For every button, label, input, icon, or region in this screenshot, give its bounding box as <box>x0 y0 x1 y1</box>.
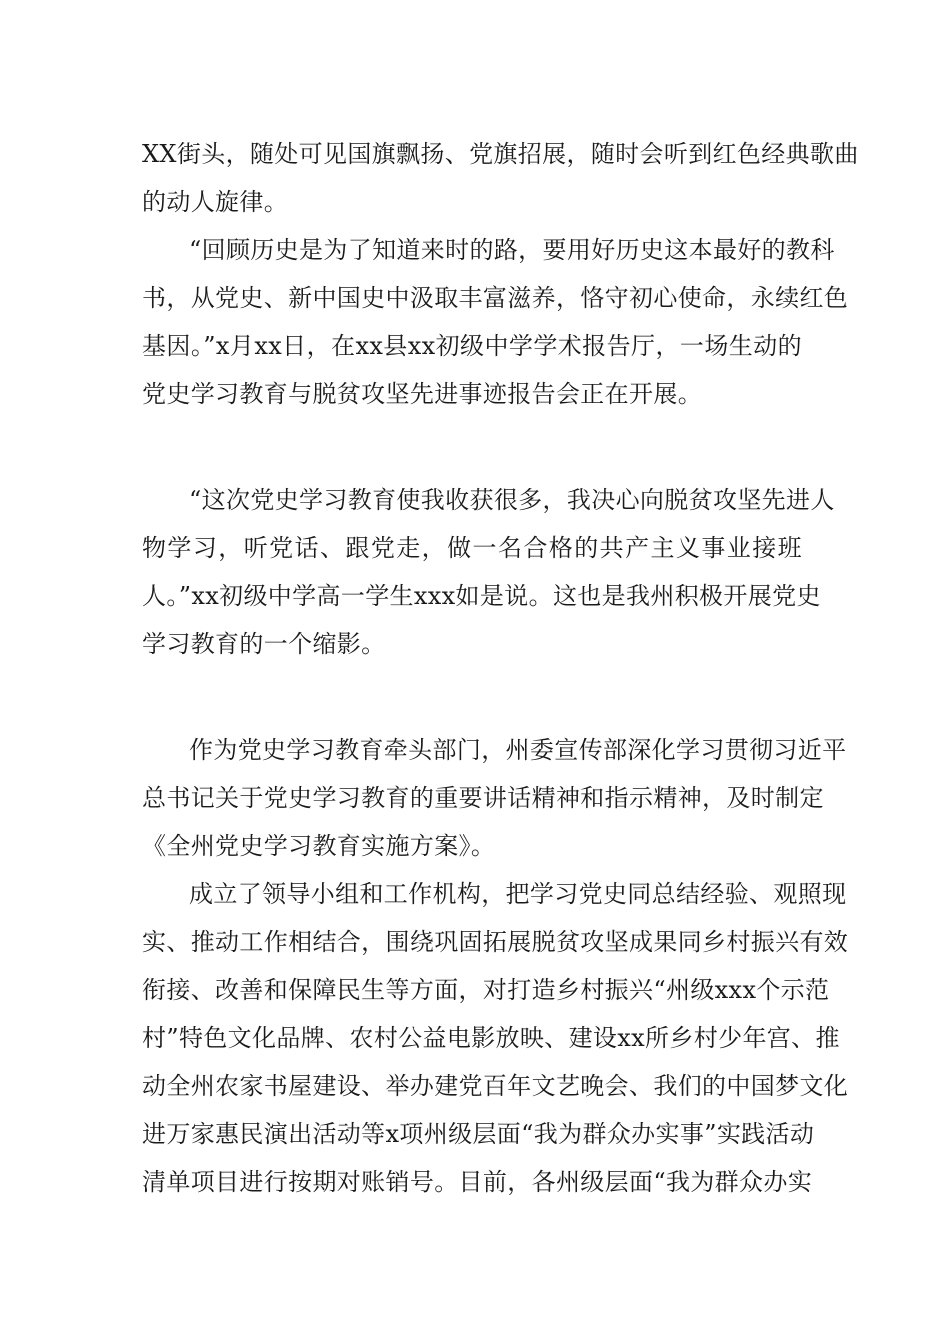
paragraph-3-line-2: 物学习，听党话、跟党走，做一名合格的共产主义事业接班 <box>142 534 802 562</box>
paragraph-4-line-1: 作为党史学习教育牵头部门，州委宣传部深化学习贯彻习近平 <box>189 736 847 764</box>
paragraph-1-line-1: XX街头，随处可见国旗飘扬、党旗招展，随时会听到红色经典歌曲 <box>142 140 859 168</box>
paragraph-4-line-2: 总书记关于党史学习教育的重要讲话精神和指示精神，及时制定 <box>142 784 824 812</box>
paragraph-5-line-5: 动全州农家书屋建设、举办建党百年文艺晚会、我们的中国梦文化 <box>142 1072 849 1100</box>
paragraph-3-line-3: 人。”xx初级中学高一学生xxx如是说。这也是我州积极开展党史 <box>142 582 821 610</box>
paragraph-5-line-2: 实、推动工作相结合，围绕巩固拓展脱贫攻坚成果同乡村振兴有效 <box>142 928 849 956</box>
paragraph-5-line-4: 村”特色文化品牌、农村公益电影放映、建设xx所乡村少年宫、推 <box>142 1024 840 1052</box>
paragraph-4-line-3: 《全州党史学习教育实施方案》。 <box>142 832 496 860</box>
paragraph-3-line-1: “这次党史学习教育使我收获很多，我决心向脱贫攻坚先进人 <box>189 486 835 514</box>
paragraph-5-line-7: 清单项目进行按期对账销号。目前，各州级层面“我为群众办实 <box>142 1168 813 1196</box>
paragraph-2-line-2: 书，从党史、新中国史中汲取丰富滋养，恪守初心使命，永续红色 <box>142 284 849 312</box>
paragraph-1-line-2: 的动人旋律。 <box>142 188 289 216</box>
paragraph-5-line-6: 进万家惠民演出活动等x项州级层面“我为群众办实事”实践活动 <box>142 1120 815 1148</box>
paragraph-5-line-1: 成立了领导小组和工作机构，把学习党史同总结经验、观照现 <box>189 880 847 908</box>
paragraph-3-line-4: 学习教育的一个缩影。 <box>142 630 386 658</box>
paragraph-2-line-4: 党史学习教育与脱贫攻坚先进事迹报告会正在开展。 <box>142 380 703 408</box>
paragraph-2-line-3: 基因。”x月xx日，在xx县xx初级中学学术报告厅，一场生动的 <box>142 332 802 360</box>
paragraph-2-line-1: “回顾历史是为了知道来时的路，要用好历史这本最好的教科 <box>189 236 835 264</box>
paragraph-5-line-3: 衔接、改善和保障民生等方面，对打造乡村振兴“州级xxx个示范 <box>142 976 830 1004</box>
